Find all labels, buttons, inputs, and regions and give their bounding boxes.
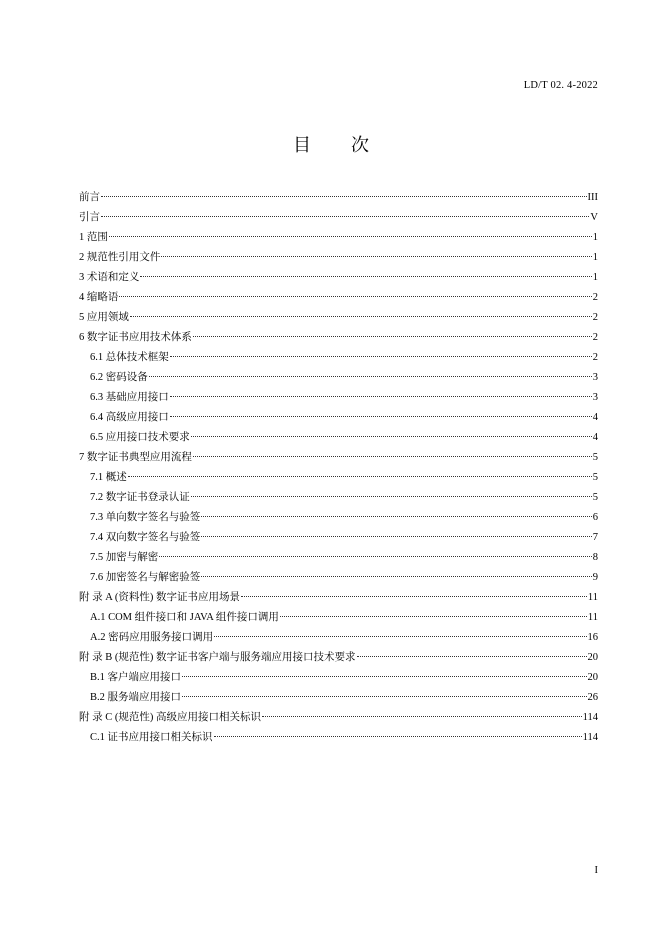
toc-entry[interactable] <box>79 429 598 449</box>
toc-entry-page: 2 <box>592 332 598 343</box>
toc-entry-label: 6.2 密码设备 <box>90 372 148 383</box>
toc-entry[interactable] <box>79 389 598 409</box>
toc-dot-leader <box>280 616 587 617</box>
toc-dot-leader <box>119 296 591 297</box>
toc-entry[interactable] <box>79 589 598 609</box>
toc-entry-page: 11 <box>587 612 598 623</box>
toc-entry[interactable] <box>79 409 598 429</box>
toc-entry-label: 附 录 A (资料性) 数字证书应用场景 <box>79 592 240 603</box>
toc-entry-page: 3 <box>592 392 598 403</box>
toc-dot-leader <box>170 416 592 417</box>
toc-entry-label: 6.5 应用接口技术要求 <box>90 432 190 443</box>
toc-dot-leader <box>201 576 592 577</box>
toc-dot-leader <box>149 376 592 377</box>
toc-dot-leader <box>201 516 592 517</box>
title-char-2: 次 <box>351 135 369 156</box>
toc-dot-leader <box>140 276 591 277</box>
toc-entry[interactable] <box>79 229 598 249</box>
document-code: LD/T 02. 4-2022 <box>523 80 598 91</box>
toc-dot-leader <box>241 596 587 597</box>
page-number: I <box>594 865 598 876</box>
toc-dot-leader <box>182 696 586 697</box>
toc-dot-leader <box>262 716 582 717</box>
toc-entry[interactable] <box>79 309 598 329</box>
toc-entry-page: 2 <box>592 292 598 303</box>
table-of-contents <box>79 189 598 749</box>
toc-entry[interactable] <box>79 709 598 729</box>
toc-dot-leader <box>214 636 586 637</box>
toc-entry-label: C.1 证书应用接口相关标识 <box>90 732 213 743</box>
toc-entry-page: 1 <box>592 252 598 263</box>
toc-entry-label: A.1 COM 组件接口和 JAVA 组件接口调用 <box>90 612 279 623</box>
toc-entry-page: 20 <box>587 672 598 683</box>
toc-entry[interactable] <box>79 569 598 589</box>
title-char-1: 目 <box>293 135 311 156</box>
toc-entry[interactable] <box>79 529 598 549</box>
toc-entry-label: 7.2 数字证书登录认证 <box>90 492 190 503</box>
toc-entry-label: 附 录 B (规范性) 数字证书客户端与服务端应用接口技术要求 <box>79 652 356 663</box>
toc-entry-label: 5 应用领域 <box>79 312 129 323</box>
toc-entry-page: 26 <box>587 692 598 703</box>
toc-entry-label: 6.1 总体技术框架 <box>90 352 169 363</box>
toc-dot-leader <box>191 436 592 437</box>
toc-entry-label: 2 规范性引用文件 <box>79 252 161 263</box>
toc-entry-label: 7.3 单向数字签名与验签 <box>90 512 201 523</box>
toc-entry-label: 7.6 加密签名与解密验签 <box>90 572 201 583</box>
toc-entry-page: 114 <box>582 712 598 723</box>
toc-entry-page: 4 <box>592 432 598 443</box>
toc-dot-leader <box>159 556 592 557</box>
toc-entry[interactable] <box>79 209 598 229</box>
toc-entry-label: 前言 <box>79 192 100 203</box>
toc-entry[interactable] <box>79 189 598 209</box>
toc-entry-page: 11 <box>587 592 598 603</box>
toc-entry-label: 3 术语和定义 <box>79 272 140 283</box>
toc-entry[interactable] <box>79 349 598 369</box>
toc-dot-leader <box>193 336 592 337</box>
toc-entry[interactable] <box>79 289 598 309</box>
toc-entry-page: 1 <box>592 232 598 243</box>
toc-entry-page: 2 <box>592 312 598 323</box>
toc-entry-page: V <box>590 212 598 223</box>
toc-entry-label: A.2 密码应用服务接口调用 <box>90 632 214 643</box>
toc-entry-page: 20 <box>587 652 598 663</box>
toc-entry-page: 9 <box>592 572 598 583</box>
toc-entry-page: 6 <box>592 512 598 523</box>
toc-dot-leader <box>109 236 592 237</box>
toc-entry[interactable] <box>79 509 598 529</box>
toc-entry-label: 附 录 C (规范性) 高级应用接口相关标识 <box>79 712 261 723</box>
toc-entry-page: 16 <box>587 632 598 643</box>
toc-entry-label: 7.4 双向数字签名与验签 <box>90 532 201 543</box>
toc-entry-page: 3 <box>592 372 598 383</box>
toc-entry-label: 4 缩略语 <box>79 292 119 303</box>
toc-entry-page: 7 <box>592 532 598 543</box>
toc-entry-label: 1 范围 <box>79 232 108 243</box>
toc-entry-label: B.1 客户端应用接口 <box>90 672 182 683</box>
toc-entry-page: 1 <box>592 272 598 283</box>
toc-dot-leader <box>130 316 592 317</box>
toc-entry-label: B.2 服务端应用接口 <box>90 692 182 703</box>
toc-entry[interactable] <box>79 609 598 629</box>
toc-dot-leader <box>193 456 592 457</box>
toc-entry[interactable] <box>79 369 598 389</box>
toc-entry-page: III <box>587 192 598 203</box>
page-title <box>0 131 662 157</box>
toc-entry-page: 8 <box>592 552 598 563</box>
toc-entry-label: 引言 <box>79 212 100 223</box>
toc-entry[interactable] <box>79 329 598 349</box>
toc-entry[interactable] <box>79 449 598 469</box>
toc-entry[interactable] <box>79 729 598 749</box>
toc-dot-leader <box>357 656 587 657</box>
toc-entry[interactable] <box>79 649 598 669</box>
toc-entry[interactable] <box>79 669 598 689</box>
toc-dot-leader <box>128 476 592 477</box>
toc-dot-leader <box>182 676 586 677</box>
toc-entry[interactable] <box>79 689 598 709</box>
toc-dot-leader <box>170 396 592 397</box>
toc-entry[interactable] <box>79 549 598 569</box>
toc-dot-leader <box>170 356 592 357</box>
toc-entry[interactable] <box>79 489 598 509</box>
toc-entry-label: 6 数字证书应用技术体系 <box>79 332 192 343</box>
toc-dot-leader <box>101 196 587 197</box>
toc-entry-page: 2 <box>592 352 598 363</box>
toc-entry[interactable] <box>79 249 598 269</box>
toc-dot-leader <box>101 216 589 217</box>
toc-entry-label: 7 数字证书典型应用流程 <box>79 452 192 463</box>
toc-entry-label: 6.3 基础应用接口 <box>90 392 169 403</box>
toc-entry-label: 7.5 加密与解密 <box>90 552 159 563</box>
toc-dot-leader <box>201 536 592 537</box>
toc-entry-page: 5 <box>592 492 598 503</box>
toc-entry[interactable] <box>79 269 598 289</box>
toc-entry-page: 4 <box>592 412 598 423</box>
toc-dot-leader <box>161 256 591 257</box>
toc-entry-label: 7.1 概述 <box>90 472 127 483</box>
toc-entry-page: 5 <box>592 472 598 483</box>
toc-entry[interactable] <box>79 629 598 649</box>
toc-dot-leader <box>191 496 592 497</box>
toc-entry-page: 114 <box>582 732 598 743</box>
toc-entry-label: 6.4 高级应用接口 <box>90 412 169 423</box>
toc-entry[interactable] <box>79 469 598 489</box>
toc-entry-page: 5 <box>592 452 598 463</box>
toc-dot-leader <box>214 736 582 737</box>
